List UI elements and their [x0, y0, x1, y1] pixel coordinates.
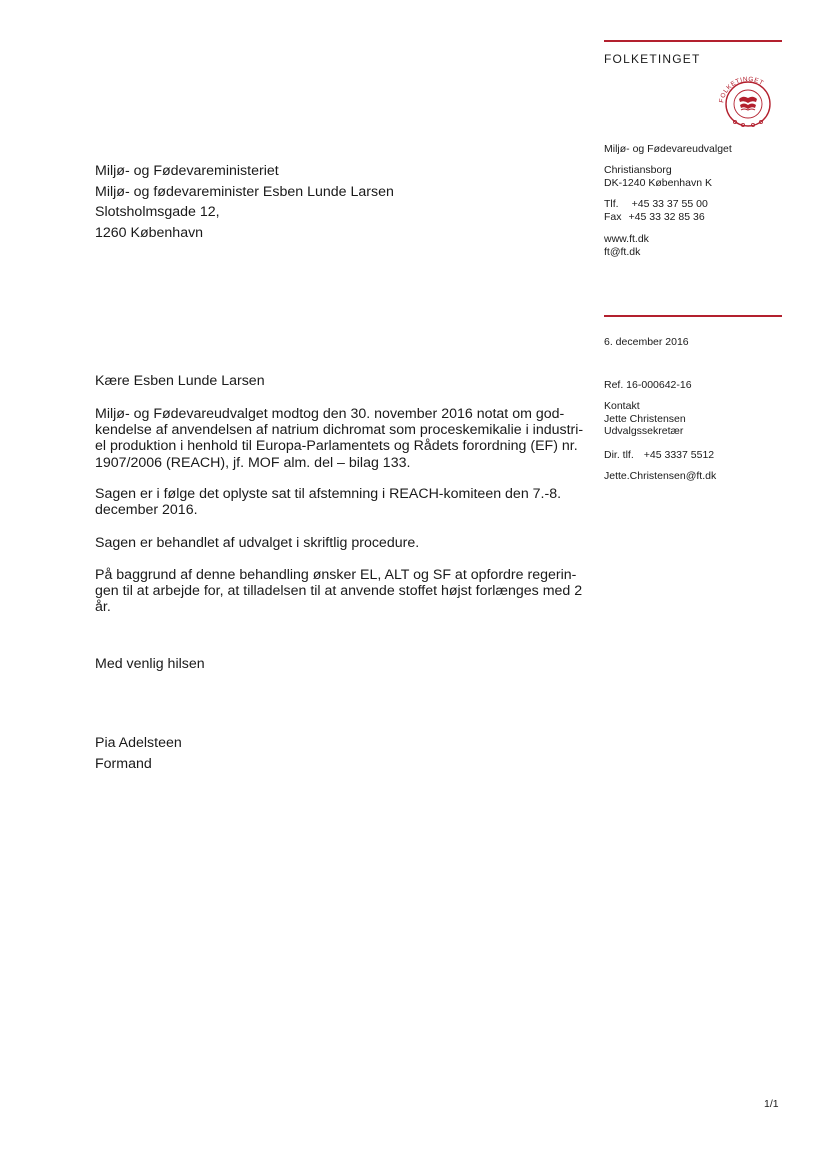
letter-date: 6. december 2016	[604, 336, 689, 348]
recipient-address	[95, 161, 394, 243]
sidebar-contact	[604, 400, 686, 438]
email-link[interactable]: ft@ft.dk	[604, 245, 641, 258]
sidebar-rule	[604, 315, 782, 317]
closing	[95, 656, 585, 672]
contact-name: Jette Christensen	[604, 412, 686, 425]
fax-value: +45 33 32 85 36	[628, 210, 705, 223]
paragraph-line: år.	[95, 599, 111, 616]
page-number: 1/1	[764, 1098, 779, 1110]
tlf-value: +45 33 37 55 00	[631, 198, 708, 210]
recipient-line: Slotsholmsgade 12,	[95, 204, 220, 221]
sidebar-address	[604, 164, 712, 189]
paragraph-line: Sagen er behandlet af udvalget i skriftlig procedure.	[95, 535, 420, 551]
paragraph-1	[95, 406, 585, 471]
paragraph-line: Sagen er i følge det oplyste sat til afstemning i REACH-komiteen den 7.-8.	[95, 486, 562, 502]
tlf-label: Tlf.	[604, 198, 619, 210]
salutation	[95, 373, 585, 389]
contact-title: Udvalgssekretær	[604, 425, 684, 437]
phone-line	[604, 198, 708, 211]
reference-number: Ref. 16-000642-16	[604, 379, 692, 391]
recipient-line: 1260 København	[95, 224, 204, 241]
seal-text: FOLKETINGET	[718, 75, 765, 104]
fax-line	[604, 211, 708, 224]
direct-phone-label: Dir. tlf.	[604, 449, 634, 461]
contact-email-link[interactable]: Jette.Christensen@ft.dk	[604, 470, 717, 482]
sidebar-committee	[604, 143, 732, 156]
address-line: DK-1240 København K	[604, 176, 712, 189]
sidebar-web	[604, 233, 649, 258]
paragraph-4	[95, 567, 585, 616]
paragraph-line: Miljø- og Fødevareudvalget modtog den 30. november 2016 notat om god-	[95, 406, 565, 422]
header-rule	[604, 40, 782, 42]
direct-phone-value: +45 3337 5512	[643, 449, 715, 461]
sidebar-phone	[604, 198, 708, 223]
recipient-line: Miljø- og Fødevareministeriet	[95, 163, 279, 179]
folketinget-seal-icon	[713, 72, 783, 128]
paragraph-line: På baggrund af denne behandling ønsker EL, ALT og SF at opfordre regerin-	[95, 567, 577, 583]
paragraph-line: gen til at arbejde for, at tilladelsen til at anvende stoffet højst forlænges med 2	[95, 583, 583, 600]
paragraph-line: el produktion i henhold til Europa-Parlamentets og Rådets forordning (EF) nr.	[95, 438, 578, 455]
committee-name: Miljø- og Fødevareudvalget	[604, 143, 732, 155]
direct-phone	[604, 449, 714, 462]
website-link[interactable]: www.ft.dk	[604, 233, 649, 245]
fax-label: Fax	[604, 210, 622, 223]
signature-block	[95, 733, 585, 774]
recipient-line: Miljø- og fødevareminister Esben Lunde Larsen	[95, 183, 394, 200]
signer-name: Pia Adelsteen	[95, 735, 182, 751]
paragraph-line: kendelse af anvendelsen af natrium dichromat som proceskemikalie i industri-	[95, 422, 584, 439]
org-name: FOLKETINGET	[604, 52, 701, 66]
signer-title: Formand	[95, 755, 152, 772]
closing-text: Med venlig hilsen	[95, 656, 205, 672]
address-line: Christiansborg	[604, 164, 672, 176]
salutation-text: Kære Esben Lunde Larsen	[95, 373, 265, 389]
paragraph-3	[95, 535, 585, 551]
paragraph-line: december 2016.	[95, 502, 198, 519]
paragraph-2	[95, 486, 585, 518]
paragraph-line: 1907/2006 (REACH), jf. MOF alm. del – bilag 133.	[95, 454, 411, 471]
contact-label: Kontakt	[604, 400, 640, 412]
